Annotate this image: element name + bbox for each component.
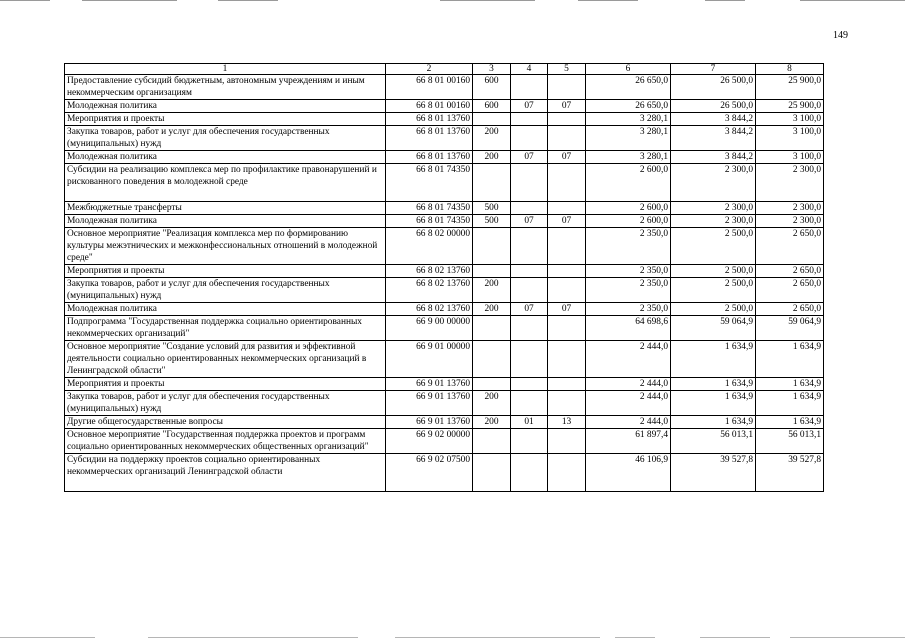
cell-amount-year1: 26 650,0	[586, 75, 671, 100]
cell-amount-year2: 2 300,0	[671, 215, 756, 228]
cell-amount-year1: 3 280,1	[586, 113, 671, 126]
bottom-edge-line	[790, 637, 905, 638]
cell-subsection	[548, 202, 586, 215]
cell-target-article: 66 8 01 13760	[386, 126, 473, 151]
cell-target-article: 66 9 01 13760	[386, 416, 473, 429]
cell-amount-year2: 59 064,9	[671, 316, 756, 341]
cell-amount-year2: 2 300,0	[671, 164, 756, 202]
table-row	[65, 303, 824, 316]
cell-target-article: 66 9 00 00000	[386, 316, 473, 341]
cell-section	[511, 391, 548, 416]
cell-amount-year2: 56 013,1	[671, 429, 756, 454]
cell-expense-type: 200	[473, 391, 511, 416]
cell-amount-year1: 2 444,0	[586, 378, 671, 391]
cell-name: Мероприятия и проекты	[65, 265, 386, 278]
cell-subsection	[548, 278, 586, 303]
cell-amount-year1: 2 600,0	[586, 202, 671, 215]
column-header: 5	[548, 64, 586, 75]
cell-amount-year2: 3 844,2	[671, 113, 756, 126]
table-row	[65, 429, 824, 454]
cell-amount-year3: 1 634,9	[756, 391, 824, 416]
cell-expense-type: 600	[473, 100, 511, 113]
cell-amount-year3: 1 634,9	[756, 341, 824, 378]
table-row	[65, 100, 824, 113]
cell-amount-year1: 2 350,0	[586, 228, 671, 265]
cell-section	[511, 378, 548, 391]
table-row	[65, 316, 824, 341]
cell-amount-year2: 2 300,0	[671, 202, 756, 215]
cell-subsection	[548, 454, 586, 492]
cell-expense-type	[473, 265, 511, 278]
cell-expense-type	[473, 454, 511, 492]
cell-expense-type: 200	[473, 151, 511, 164]
cell-name: Основное мероприятие "Реализация комплекса мер по формированию культуры межэтнических и межконфессиональных отношений в молодежной среде"	[65, 228, 386, 265]
cell-section	[511, 341, 548, 378]
cell-amount-year2: 1 634,9	[671, 378, 756, 391]
cell-amount-year2: 3 844,2	[671, 151, 756, 164]
cell-section	[511, 202, 548, 215]
cell-name: Закупка товаров, работ и услуг для обеспечения государственных (муниципальных) нужд	[65, 126, 386, 151]
cell-expense-type: 500	[473, 202, 511, 215]
cell-amount-year1: 2 444,0	[586, 341, 671, 378]
cell-amount-year2: 2 500,0	[671, 278, 756, 303]
cell-amount-year3: 2 300,0	[756, 215, 824, 228]
cell-expense-type: 500	[473, 215, 511, 228]
cell-expense-type	[473, 113, 511, 126]
cell-amount-year3: 3 100,0	[756, 151, 824, 164]
cell-section: 07	[511, 215, 548, 228]
table-row	[65, 75, 824, 100]
bottom-edge-line	[0, 637, 95, 638]
cell-name: Закупка товаров, работ и услуг для обеспечения государственных (муниципальных) нужд	[65, 278, 386, 303]
cell-subsection: 07	[548, 303, 586, 316]
cell-section	[511, 429, 548, 454]
table-row	[65, 113, 824, 126]
cell-name: Другие общегосударственные вопросы	[65, 416, 386, 429]
top-edge-line	[218, 0, 278, 1]
cell-name: Молодежная политика	[65, 215, 386, 228]
table-row	[65, 341, 824, 378]
cell-expense-type: 200	[473, 303, 511, 316]
cell-section	[511, 265, 548, 278]
table-row	[65, 202, 824, 215]
cell-amount-year1: 2 600,0	[586, 164, 671, 202]
top-edge-line	[800, 0, 905, 1]
table-row	[65, 454, 824, 492]
column-header: 6	[586, 64, 671, 75]
cell-amount-year1: 46 106,9	[586, 454, 671, 492]
cell-amount-year1: 2 350,0	[586, 265, 671, 278]
cell-target-article: 66 8 01 13760	[386, 151, 473, 164]
cell-subsection	[548, 316, 586, 341]
cell-section: 07	[511, 100, 548, 113]
cell-expense-type	[473, 429, 511, 454]
column-header: 7	[671, 64, 756, 75]
cell-target-article: 66 8 02 00000	[386, 228, 473, 265]
table-row	[65, 391, 824, 416]
cell-target-article: 66 8 01 74350	[386, 202, 473, 215]
cell-target-article: 66 8 01 00160	[386, 100, 473, 113]
cell-target-article: 66 9 01 13760	[386, 378, 473, 391]
cell-subsection	[548, 391, 586, 416]
cell-amount-year2: 1 634,9	[671, 391, 756, 416]
top-edge-line	[578, 0, 638, 1]
cell-amount-year2: 26 500,0	[671, 75, 756, 100]
cell-name: Субсидии на реализацию комплекса мер по профилактике правонарушений и рискованного поведения в молодежной среде	[65, 164, 386, 202]
cell-amount-year3: 39 527,8	[756, 454, 824, 492]
cell-expense-type	[473, 316, 511, 341]
cell-subsection	[548, 341, 586, 378]
top-edge-line	[440, 0, 535, 1]
table-row	[65, 265, 824, 278]
cell-name: Основное мероприятие "Создание условий для развития и эффективной деятельности социально ориентированных некоммерческих организаций в Ленинградской области"	[65, 341, 386, 378]
cell-amount-year2: 26 500,0	[671, 100, 756, 113]
table-row	[65, 151, 824, 164]
cell-target-article: 66 8 01 74350	[386, 164, 473, 202]
column-header: 1	[65, 64, 386, 75]
cell-subsection	[548, 126, 586, 151]
cell-amount-year1: 2 350,0	[586, 278, 671, 303]
cell-target-article: 66 8 01 74350	[386, 215, 473, 228]
cell-amount-year3: 59 064,9	[756, 316, 824, 341]
cell-name: Молодежная политика	[65, 303, 386, 316]
cell-target-article: 66 8 02 13760	[386, 278, 473, 303]
bottom-edge-line	[395, 637, 600, 638]
column-header: 3	[473, 64, 511, 75]
table-row	[65, 378, 824, 391]
cell-amount-year3: 56 013,1	[756, 429, 824, 454]
cell-section	[511, 278, 548, 303]
cell-section	[511, 316, 548, 341]
cell-section	[511, 164, 548, 202]
cell-section	[511, 75, 548, 100]
table-row	[65, 164, 824, 202]
cell-expense-type: 200	[473, 416, 511, 429]
table-row	[65, 215, 824, 228]
cell-amount-year2: 3 844,2	[671, 126, 756, 151]
cell-amount-year1: 61 897,4	[586, 429, 671, 454]
cell-amount-year1: 2 350,0	[586, 303, 671, 316]
cell-amount-year1: 2 444,0	[586, 416, 671, 429]
cell-target-article: 66 8 02 13760	[386, 303, 473, 316]
cell-amount-year3: 3 100,0	[756, 113, 824, 126]
cell-name: Закупка товаров, работ и услуг для обеспечения государственных (муниципальных) нужд	[65, 391, 386, 416]
cell-name: Мероприятия и проекты	[65, 378, 386, 391]
cell-subsection	[548, 265, 586, 278]
cell-section	[511, 454, 548, 492]
cell-target-article: 66 9 01 00000	[386, 341, 473, 378]
cell-amount-year1: 64 698,6	[586, 316, 671, 341]
cell-amount-year1: 3 280,1	[586, 151, 671, 164]
cell-subsection: 07	[548, 151, 586, 164]
cell-section	[511, 228, 548, 265]
cell-section	[511, 126, 548, 151]
page-number: 149	[833, 30, 848, 41]
cell-name: Субсидии на поддержку проектов социально ориентированных некоммерческих организаций Ленинградской области	[65, 454, 386, 492]
cell-amount-year3: 2 300,0	[756, 202, 824, 215]
cell-section: 07	[511, 151, 548, 164]
cell-amount-year2: 39 527,8	[671, 454, 756, 492]
top-edge-line	[82, 0, 177, 1]
cell-amount-year1: 26 650,0	[586, 100, 671, 113]
cell-amount-year3: 3 100,0	[756, 126, 824, 151]
bottom-edge-line	[700, 637, 770, 638]
table-row	[65, 416, 824, 429]
cell-target-article: 66 8 02 13760	[386, 265, 473, 278]
cell-expense-type	[473, 164, 511, 202]
cell-amount-year3: 25 900,0	[756, 75, 824, 100]
cell-target-article: 66 8 01 00160	[386, 75, 473, 100]
cell-expense-type	[473, 378, 511, 391]
column-header: 8	[756, 64, 824, 75]
cell-name: Основное мероприятие "Государственная поддержка проектов и программ социально ориентированных некоммерческих общественных организаций"	[65, 429, 386, 454]
top-edge-line	[0, 0, 50, 1]
cell-subsection	[548, 113, 586, 126]
table-row	[65, 126, 824, 151]
column-header: 2	[386, 64, 473, 75]
cell-name: Межбюджетные трансферты	[65, 202, 386, 215]
cell-expense-type	[473, 228, 511, 265]
cell-amount-year1: 2 600,0	[586, 215, 671, 228]
cell-target-article: 66 9 02 00000	[386, 429, 473, 454]
cell-amount-year3: 2 650,0	[756, 303, 824, 316]
bottom-edge-line	[615, 637, 655, 638]
cell-section: 01	[511, 416, 548, 429]
table-row	[65, 278, 824, 303]
cell-target-article: 66 9 02 07500	[386, 454, 473, 492]
cell-name: Подпрограмма "Государственная поддержка социально ориентированных некоммерческих организаций"	[65, 316, 386, 341]
cell-subsection	[548, 164, 586, 202]
cell-name: Молодежная политика	[65, 100, 386, 113]
cell-section: 07	[511, 303, 548, 316]
cell-subsection: 07	[548, 215, 586, 228]
cell-target-article: 66 8 01 13760	[386, 113, 473, 126]
cell-subsection	[548, 228, 586, 265]
cell-subsection: 07	[548, 100, 586, 113]
header-row	[65, 64, 824, 75]
cell-amount-year3: 1 634,9	[756, 378, 824, 391]
cell-amount-year2: 2 500,0	[671, 265, 756, 278]
cell-amount-year3: 25 900,0	[756, 100, 824, 113]
cell-expense-type: 200	[473, 278, 511, 303]
cell-amount-year3: 2 650,0	[756, 278, 824, 303]
cell-expense-type: 200	[473, 126, 511, 151]
cell-amount-year2: 2 500,0	[671, 303, 756, 316]
cell-expense-type: 600	[473, 75, 511, 100]
cell-expense-type	[473, 341, 511, 378]
table-body	[65, 75, 824, 492]
cell-amount-year3: 2 300,0	[756, 164, 824, 202]
cell-target-article: 66 9 01 13760	[386, 391, 473, 416]
cell-amount-year2: 2 500,0	[671, 228, 756, 265]
cell-name: Молодежная политика	[65, 151, 386, 164]
top-edge-line	[705, 0, 745, 1]
budget-table	[64, 63, 824, 492]
cell-subsection: 13	[548, 416, 586, 429]
cell-amount-year3: 2 650,0	[756, 265, 824, 278]
cell-subsection	[548, 75, 586, 100]
cell-subsection	[548, 378, 586, 391]
table-row	[65, 228, 824, 265]
cell-section	[511, 113, 548, 126]
bottom-edge-line	[148, 637, 358, 638]
cell-name: Мероприятия и проекты	[65, 113, 386, 126]
cell-subsection	[548, 429, 586, 454]
cell-amount-year1: 3 280,1	[586, 126, 671, 151]
cell-amount-year2: 1 634,9	[671, 416, 756, 429]
column-header: 4	[511, 64, 548, 75]
cell-amount-year2: 1 634,9	[671, 341, 756, 378]
cell-amount-year3: 2 650,0	[756, 228, 824, 265]
cell-amount-year3: 1 634,9	[756, 416, 824, 429]
cell-name: Предоставление субсидий бюджетным, автономным учреждениям и иным некоммерческим организациям	[65, 75, 386, 100]
cell-amount-year1: 2 444,0	[586, 391, 671, 416]
